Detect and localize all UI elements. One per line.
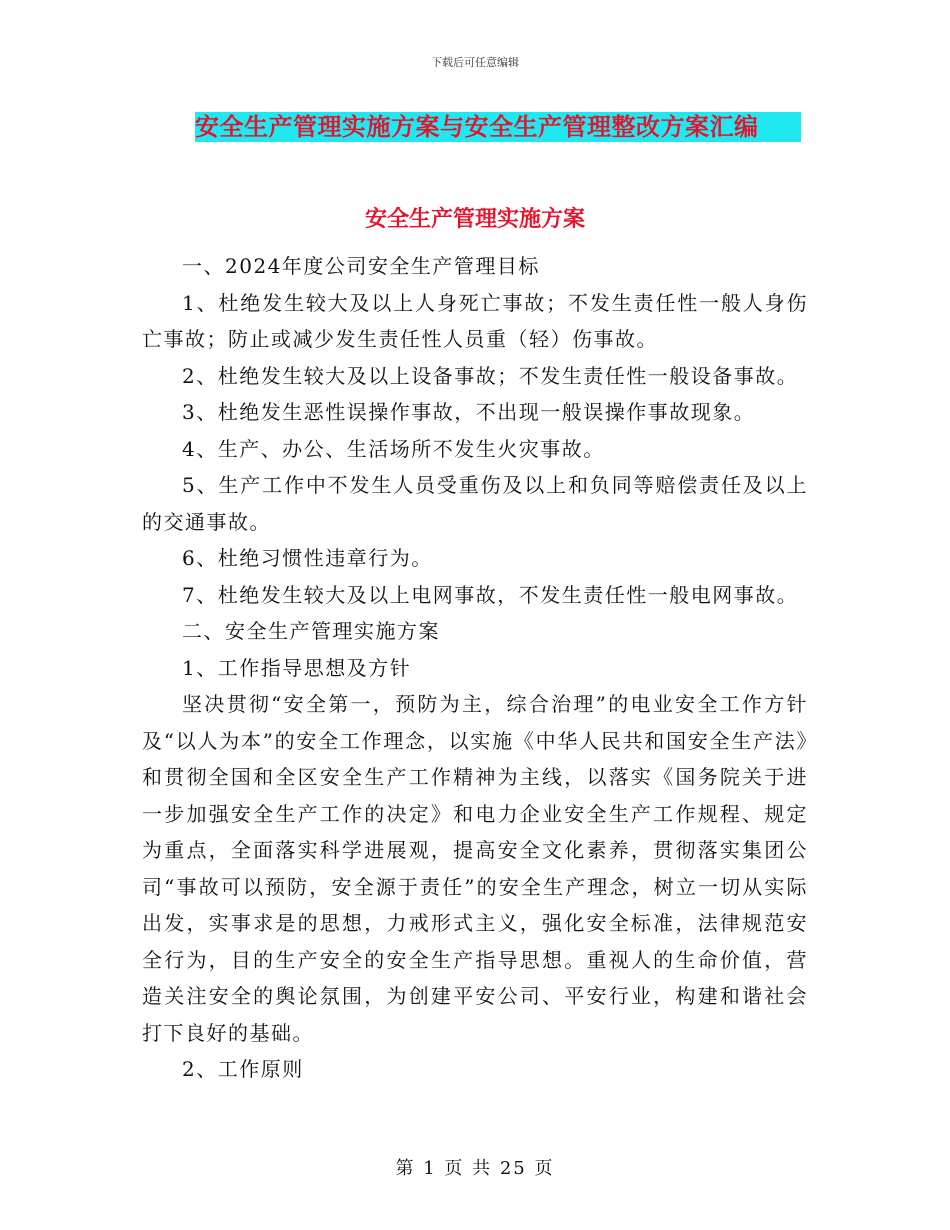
paragraph: 4、生产、办公、生活场所不发生火灾事故。 — [182, 436, 605, 461]
document-title: 安全生产管理实施方案与安全生产管理整改方案汇编 — [195, 112, 759, 141]
document-body — [142, 248, 808, 1088]
page-footer: 第 1 页 共 25 页 — [395, 1158, 555, 1179]
paragraph: 二、安全生产管理实施方案 — [182, 619, 440, 643]
paragraph: 一、2024年度公司安全生产管理目标 — [182, 254, 540, 278]
paragraph: 5、生产工作中不发生人员受重伤及以上和负同等赔偿责任及以上的交通事故。 — [142, 473, 808, 534]
paragraph: 6、杜绝习惯性违章行为。 — [182, 546, 433, 570]
paragraph: 3、杜绝发生恶性误操作事故，不出现一般误操作事故现象。 — [182, 400, 756, 424]
section-title: 安全生产管理实施方案 — [364, 207, 585, 232]
paragraph: 2、杜绝发生较大及以上设备事故；不发生责任性一般设备事故。 — [182, 363, 799, 388]
header-note: 下载后可任意编辑 — [431, 56, 519, 69]
paragraph: 7、杜绝发生较大及以上电网事故，不发生责任性一般电网事故。 — [182, 582, 799, 607]
paragraph: 2、工作原则 — [182, 1057, 304, 1081]
paragraph: 1、杜绝发生较大及以上人身死亡事故；不发生责任性一般人身伤亡事故；防止或减少发生责任性人员重（轻）伤事故。 — [142, 290, 808, 351]
paragraph: 坚决贯彻“安全第一，预防为主，综合治理”的电业安全工作方针及“以人为本”的安全工作理念，以实施《中华人民共和国安全生产法》和贯彻全国和全区安全生产工作精神为主线，以落实《国务院关于进一步加强安全生产工作的决定》和电力企业安全生产工作规程、规定为重点，全面落实科学进展观，提高安全文化素养，贯彻落实集团公司“事故可以预防，安全源于责任”的安全生产理念，树立一切从实际出发，实事求是的思想，力戒形式主义，强化安全标准，法律规范安全行为，目的生产安全的安全生产指导思想。重视人的生命价值，营造关注安全的舆论氛围，为创建平安公司、平安行业，构建和谐社会打下良好的基础。 — [142, 692, 808, 1045]
paragraph: 1、工作指导思想及方针 — [182, 655, 412, 680]
